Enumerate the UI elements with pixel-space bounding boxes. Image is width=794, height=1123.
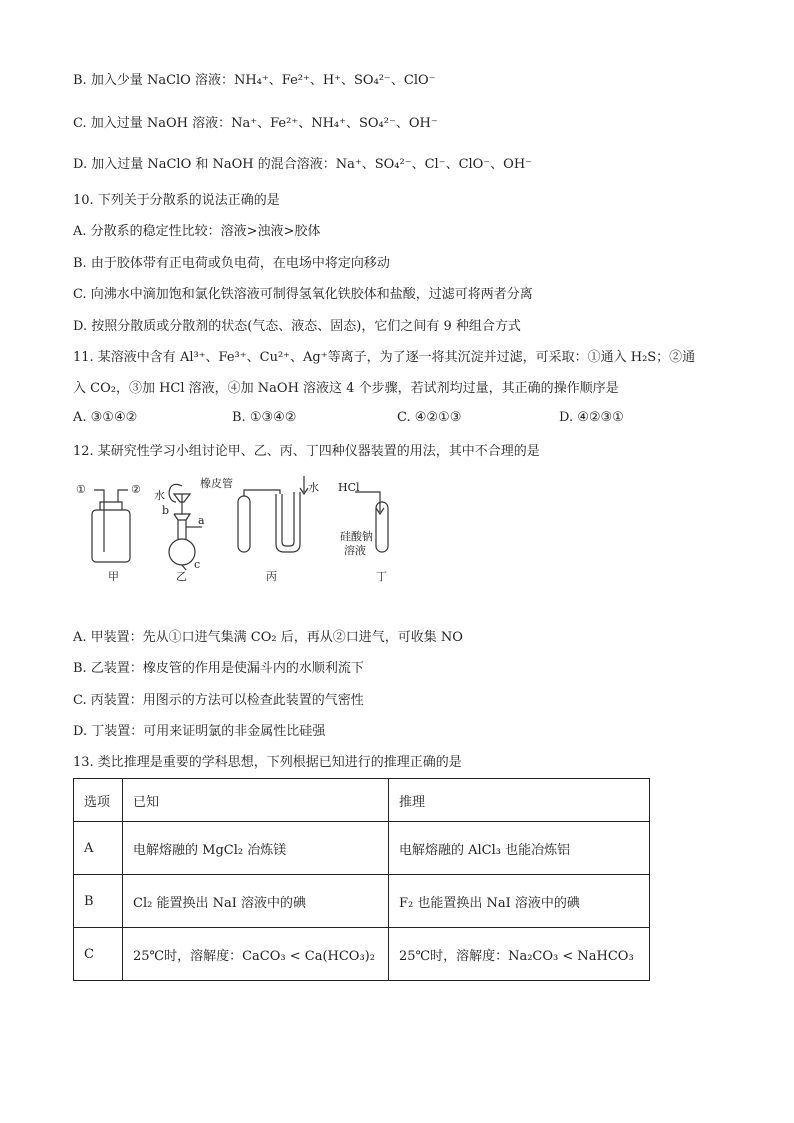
apparatus-figure — [70, 472, 430, 582]
cell-known: Cl₂ 能置换出 NaI 溶液中的碘 — [123, 875, 389, 928]
caption-ding: 丁 — [376, 570, 387, 583]
label-b: b — [162, 504, 170, 517]
q9-option-c: C. 加入过量 NaOH 溶液：Na⁺、Fe²⁺、NH₄⁺、SO₄²⁻、OH⁻ — [73, 116, 438, 131]
label-c: c — [194, 558, 201, 571]
water-label: 水 — [154, 489, 165, 502]
q10-option-b: B. 由于胶体带有正电荷或负电荷，在电场中将定向移动 — [73, 256, 390, 271]
q9-option-d: D. 加入过量 NaClO 和 NaOH 的混合溶液：Na⁺、SO₄²⁻、Cl⁻、ClO⁻、OH⁻ — [73, 157, 533, 172]
q12-option-b: B. 乙装置：橡皮管的作用是使漏斗内的水顺利流下 — [73, 661, 364, 676]
cell-inference: 电解熔融的 AlCl₃ 也能冶炼铝 — [389, 822, 650, 875]
header-option: 选项 — [74, 779, 123, 822]
port-2-label: ② — [131, 483, 141, 496]
cell-known: 电解熔融的 MgCl₂ 冶炼镁 — [123, 822, 389, 875]
cell-option: C — [74, 928, 123, 981]
cell-inference: F₂ 也能置换出 NaI 溶液中的碘 — [389, 875, 650, 928]
q12-option-d: D. 丁装置：可用来证明氯的非金属性比硅强 — [73, 724, 326, 739]
q10-option-a: A. 分散系的稳定性比较：溶液>浊液>胶体 — [73, 224, 321, 239]
q11-option-d: D. ④②③① — [559, 410, 624, 425]
q11-option-a: A. ③①④② — [73, 410, 138, 425]
bottle-jia — [92, 490, 130, 562]
apparatus-drawing — [70, 472, 430, 582]
cell-option: A — [74, 822, 123, 875]
q11-option-b: B. ①③④② — [232, 410, 297, 425]
u-tube-bing — [238, 476, 308, 552]
q11-options — [73, 410, 673, 428]
q12-stem: 12. 某研究性学习小组讨论甲、乙、丙、丁四种仪器装置的用法，其中不合理的是 — [73, 444, 540, 459]
table-row — [74, 822, 650, 875]
cell-inference: 25℃时，溶解度：Na₂CO₃ < NaHCO₃ — [389, 928, 650, 981]
q10-option-c: C. 向沸水中滴加饱和氯化铁溶液可制得氢氧化铁胶体和盐酸，过滤可将两者分离 — [73, 287, 533, 302]
table-header-row — [74, 779, 650, 822]
q11-option-c: C. ④②①③ — [397, 410, 462, 425]
silicate-label-1: 硅酸钠 — [340, 530, 373, 543]
rubber-tube-label: 橡皮管 — [200, 477, 233, 490]
cell-option: B — [74, 875, 123, 928]
label-a: a — [198, 514, 205, 527]
caption-yi: 乙 — [176, 570, 187, 583]
caption-bing: 丙 — [266, 570, 277, 583]
caption-jia: 甲 — [108, 570, 119, 583]
cell-known: 25℃时，溶解度：CaCO₃ < Ca(HCO₃)₂ — [123, 928, 389, 981]
header-inference: 推理 — [389, 779, 650, 822]
q10-stem: 10. 下列关于分散系的说法正确的是 — [73, 193, 280, 208]
q13-stem: 13. 类比推理是重要的学科思想，下列根据已知进行的推理正确的是 — [73, 755, 462, 770]
q13-table — [73, 778, 650, 981]
silicate-label-2: 溶液 — [344, 544, 366, 557]
table-row — [74, 928, 650, 981]
q9-option-b: B. 加入少量 NaClO 溶液：NH₄⁺、Fe²⁺、H⁺、SO₄²⁻、ClO⁻ — [73, 73, 436, 88]
q10-option-d: D. 按照分散质或分散剂的状态(气态、液态、固态)，它们之间有 9 种组合方式 — [73, 319, 521, 334]
hcl-label: HCl — [338, 481, 360, 494]
water-bing-label: 水 — [308, 481, 319, 494]
q12-option-c: C. 丙装置：用图示的方法可以检查此装置的气密性 — [73, 693, 364, 708]
q12-option-a: A. 甲装置：先从①口进气集满 CO₂ 后，再从②口进气，可收集 NO — [73, 630, 463, 645]
q11-stem-line2: 入 CO₂，③加 HCl 溶液，④加 NaOH 溶液这 4 个步骤，若试剂均过量，其正确的操作顺序是 — [73, 381, 619, 396]
header-known: 已知 — [123, 779, 389, 822]
port-1-label: ① — [76, 483, 86, 496]
table-row — [74, 875, 650, 928]
q11-stem-line1: 11. 某溶液中含有 Al³⁺、Fe³⁺、Cu²⁺、Ag⁺等离子，为了逐一将其沉淀并过滤，可采取：①通入 H₂S；②通 — [73, 350, 696, 365]
